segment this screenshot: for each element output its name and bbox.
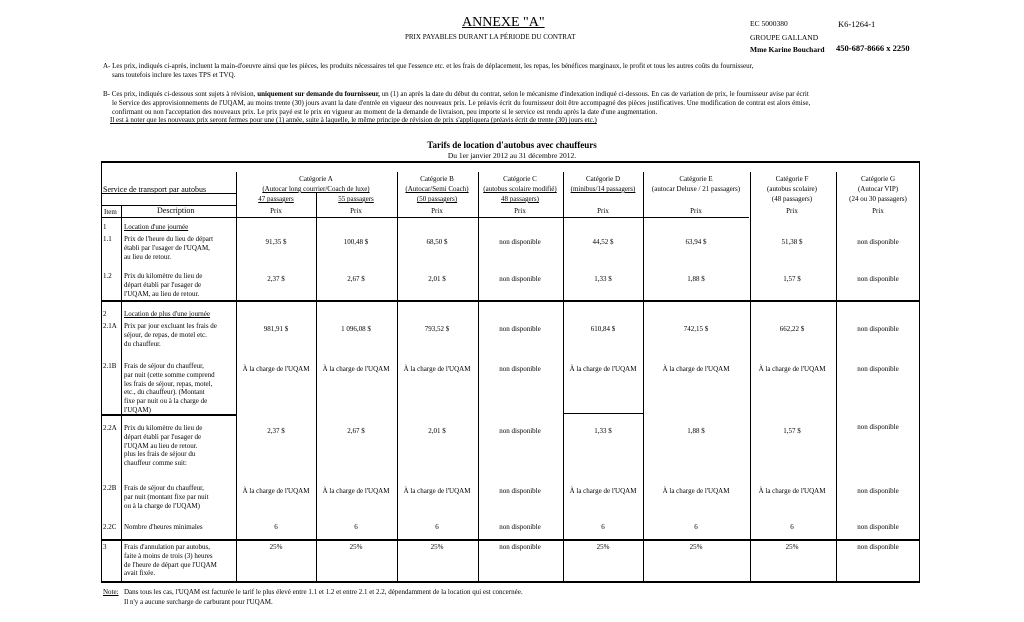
row-item-number: 1 [103, 223, 107, 231]
grid-line [643, 172, 644, 582]
table-period: Du 1er janvier 2012 au 31 décembre 2012. [447, 151, 577, 160]
row-item-number: 2.2A [103, 424, 117, 432]
prix-label: Prix [431, 207, 443, 215]
contact-name: Mme Karine Bouchard [750, 45, 825, 54]
price-cell: À la charge de l'UQAM [403, 487, 471, 495]
price-cell: non disponible [499, 487, 541, 495]
price-cell: À la charge de l'UQAM [322, 365, 390, 373]
price-cell: 6 [694, 523, 698, 531]
price-cell: non disponible [499, 275, 541, 283]
row-description: Location d'une journée [124, 223, 189, 231]
annex-title: ANNEXE "A" [462, 15, 545, 30]
grid-line [397, 172, 398, 582]
price-cell: 1,57 $ [783, 427, 801, 435]
price-cell: 2,37 $ [267, 275, 285, 283]
row-item-number: 3 [103, 543, 107, 551]
price-cell: non disponible [499, 543, 541, 551]
price-cell: non disponible [499, 523, 541, 531]
price-cell: 6 [274, 523, 278, 531]
price-cell: À la charge de l'UQAM [758, 487, 826, 495]
price-cell: non disponible [499, 365, 541, 373]
price-cell: À la charge de l'UQAM [322, 487, 390, 495]
cat-d-subtitle: (minibus/14 passagers) [570, 185, 636, 193]
paragraph-b-line3: confirmant ou non l'acceptation des nouveaux prix. Le prix payé est le prix en vigueur au moment de la demande de livraison, peu importe si le service est rendu après la date d'une augmentation. [112, 107, 658, 116]
row-description: Frais de séjour du chauffeur, par nuit (cette somme comprend les frais de séjour, repas, motel, etc., du chauffeur). (Montant fixe par nuit ou à la charge de l'UQAM) [124, 362, 215, 414]
description-header: Description [157, 206, 195, 215]
price-cell: À la charge de l'UQAM [569, 365, 637, 373]
company-name: GROUPE GALLAND [750, 33, 819, 42]
cat-f-subtitle: (autobus scolaire) [767, 185, 817, 193]
row-description: Nombre d'heures minimales [124, 523, 203, 531]
price-cell: À la charge de l'UQAM [662, 365, 730, 373]
annex-subtitle: PRIX PAYABLES DURANT LA PÉRIODE DU CONTRAT [405, 33, 576, 41]
grid-line [563, 413, 643, 414]
row-description: Prix par jour excluant les frais de séjour, de repas, de motel etc. du chauffeur. [124, 322, 217, 348]
grid-line [101, 539, 920, 541]
paragraph-a [103, 62, 893, 80]
cat-c-header: Catégorie C [503, 175, 537, 183]
price-cell: 63,94 $ [685, 238, 707, 246]
cat-g-pass: (24 ou 30 passagers) [849, 195, 907, 203]
prix-label: Prix [597, 207, 609, 215]
price-cell: 91,35 $ [265, 238, 287, 246]
cat-f-header: Catégorie F [775, 175, 809, 183]
prix-label: Prix [270, 207, 282, 215]
table-title: Tarifs de location d'autobus avec chauffeurs [427, 140, 597, 150]
row-description: Frais d'annulation par autobus, faite à moins de trois (3) heures de l'heure de départ que l'UQAM avait fixée. [124, 543, 217, 578]
price-cell: non disponible [857, 487, 899, 495]
cat-b-pass: (50 passagers) [416, 195, 458, 203]
price-cell: 51,38 $ [781, 238, 803, 246]
prix-label: Prix [872, 207, 884, 215]
prix-label: Prix [350, 207, 362, 215]
price-cell: À la charge de l'UQAM [758, 365, 826, 373]
row-description: Prix de l'heure du lieu de départ établi par l'usager de l'UQAM, au lieu de retour. [124, 235, 214, 261]
price-cell: non disponible [499, 238, 541, 246]
cat-b-subtitle: (Autocar/Semi Coach) [405, 185, 469, 193]
row-description: Prix du kilomètre du lieu de départ établi par l'usager de l'UQAM au lieu de retour. plus les frais de séjour du chauffeur comme suit: [124, 424, 203, 467]
row-item-number: 2.1B [103, 362, 117, 370]
grid-line [316, 193, 317, 582]
paragraph-b-line1: B- Ces prix, indiqués ci-dessous sont sujets à révision, uniquement sur demande du fournisseur, un (1) an après la date du début du contrat, selon le mécanisme d'indexation indiqué ci-dessous. En cas de variation de prix, le fournisseur avise par écrit [103, 90, 809, 98]
price-cell: 610,84 $ [590, 325, 616, 333]
price-cell: non disponible [857, 543, 899, 551]
price-cell: 1,57 $ [783, 275, 801, 283]
grid-line [121, 205, 122, 582]
price-cell: non disponible [857, 423, 899, 431]
paragraph-a-line2: sans toutefois inclure les taxes TPS et TVQ. [112, 70, 236, 79]
price-cell: 100,48 $ [343, 238, 369, 246]
row-item-number: 2.2C [103, 523, 117, 531]
row-item-number: 2.1A [103, 322, 117, 330]
service-label: Service de transport par autobus [103, 185, 207, 194]
paragraph-b [103, 90, 893, 125]
price-cell: non disponible [499, 427, 541, 435]
price-cell: 6 [601, 523, 605, 531]
price-cell: 44,52 $ [592, 238, 614, 246]
price-cell: non disponible [857, 275, 899, 283]
price-cell: À la charge de l'UQAM [242, 487, 310, 495]
cat-g-header: Catégorie G [860, 175, 896, 183]
note-label: Note: [103, 588, 119, 596]
cat-a-55: 55 passagers [338, 195, 374, 203]
price-cell: 742,15 $ [683, 325, 709, 333]
price-cell: 25% [689, 543, 703, 551]
row-item-number: 1.1 [103, 235, 112, 243]
row-item-number: 2.2B [103, 484, 117, 492]
prix-label: Prix [786, 207, 798, 215]
note-line1: Dans tous les cas, l'UQAM est facturée le tarif le plus élevé entre 1.1 et 1.2 et entre 2.1 et 2.2, dépendamment de la location qui est concernée. [124, 588, 523, 596]
item-header: Item [104, 208, 117, 216]
price-cell: 1,33 $ [594, 427, 612, 435]
price-cell: 662,22 $ [779, 325, 805, 333]
price-cell: non disponible [857, 365, 899, 373]
cat-c-pass: 48 passagers) [501, 195, 539, 203]
grid-line [236, 172, 237, 582]
price-cell: 981,91 $ [263, 325, 289, 333]
cat-g-subtitle: (Autocar VIP) [857, 185, 899, 193]
price-cell: non disponible [499, 325, 541, 333]
contact-phone: 450-687-8666 x 2250 [836, 43, 910, 53]
price-cell: 1 096,08 $ [341, 325, 371, 333]
cat-b-header: Catégorie B [420, 175, 454, 183]
price-cell: 25% [596, 543, 610, 551]
price-cell: 6 [790, 523, 794, 531]
price-cell: 1,88 $ [687, 275, 705, 283]
price-cell: 1,88 $ [687, 427, 705, 435]
price-cell: 25% [269, 543, 283, 551]
paragraph-b-line2: le Service des approvisionnements de l'UQAM, au moins trente (30) jours avant la date d'entrée en vigueur des nouveaux prix. Le préavis écrit du fournisseur doit être accompagné des pièces justificatives. Une modification de contrat est alors émise, [112, 98, 811, 107]
price-cell: 25% [785, 543, 799, 551]
price-cell: 2,37 $ [267, 427, 285, 435]
grid-line [563, 172, 564, 582]
note-line2: Il n'y a aucune surcharge de carburant pour l'UQAM. [124, 598, 273, 606]
cat-d-header: Catégorie D [585, 175, 621, 183]
grid-line [101, 300, 920, 302]
ec-number: EC 5000380 [750, 19, 788, 28]
price-cell: 2,67 $ [347, 275, 365, 283]
price-cell: À la charge de l'UQAM [242, 365, 310, 373]
paragraph-a-line1: A- Les prix, indiqués ci-après, incluent la main-d'oeuvre ainsi que les pièces, les produits nécessaires tel que l'essence etc. et les frais de déplacement, les repas, les bénéfices marginaux, le profit et tous les autres coûts du fournisseur, [103, 62, 754, 70]
price-cell: 2,67 $ [347, 427, 365, 435]
price-cell: 1,33 $ [594, 275, 612, 283]
cat-a-47: 47 passagers [258, 195, 294, 203]
cat-e-subtitle: (autocar Deluxe / 21 passagers) [651, 185, 741, 193]
price-cell: 793,52 $ [424, 325, 450, 333]
price-cell: non disponible [857, 523, 899, 531]
prix-label: Prix [514, 207, 526, 215]
grid-line [101, 217, 749, 218]
paragraph-b-line4: Il est à noter que les nouveaux prix seront fermes pour une (1) année, suite à laquelle, le même principe de révision de prix s'appliquera (préavis écrit de trente (30) jours etc.) [110, 116, 597, 125]
prix-label: Prix [690, 207, 702, 215]
price-cell: 68,50 $ [426, 238, 448, 246]
price-cell: À la charge de l'UQAM [662, 487, 730, 495]
cat-a-subtitle: (Autocar long courrier/Coach de luxe) [262, 185, 370, 193]
price-cell: 25% [349, 543, 363, 551]
cat-c-subtitle: (autobus scolaire modifié) [483, 185, 557, 193]
price-cell: 6 [435, 523, 439, 531]
cat-e-header: Catégorie E [679, 175, 713, 183]
price-cell: 2,01 $ [428, 427, 446, 435]
price-cell: 6 [354, 523, 358, 531]
price-cell: 25% [430, 543, 444, 551]
cat-f-pass: (48 passagers) [771, 195, 813, 203]
row-description: Prix du kilomètre du lieu de départ établi par l'usager de l'UQAM, au lieu de retour. [124, 272, 203, 298]
grid-line [478, 172, 479, 582]
price-cell: À la charge de l'UQAM [569, 487, 637, 495]
row-item-number: 1.2 [103, 272, 112, 280]
row-item-number: 2 [103, 310, 107, 318]
row-description: Location de plus d'une journée [124, 310, 211, 318]
row-description: Frais de séjour du chauffeur, par nuit (montant fixe par nuit ou à la charge de l'UQAM) [124, 484, 209, 510]
price-cell: non disponible [857, 325, 899, 333]
cat-a-header: Catégorie A [299, 175, 333, 183]
price-cell: non disponible [857, 238, 899, 246]
price-cell: À la charge de l'UQAM [403, 365, 471, 373]
grid-line [836, 172, 837, 582]
price-cell: 2,01 $ [428, 275, 446, 283]
contract-ref: K6-1264-1 [838, 19, 876, 29]
grid-line [750, 172, 751, 582]
